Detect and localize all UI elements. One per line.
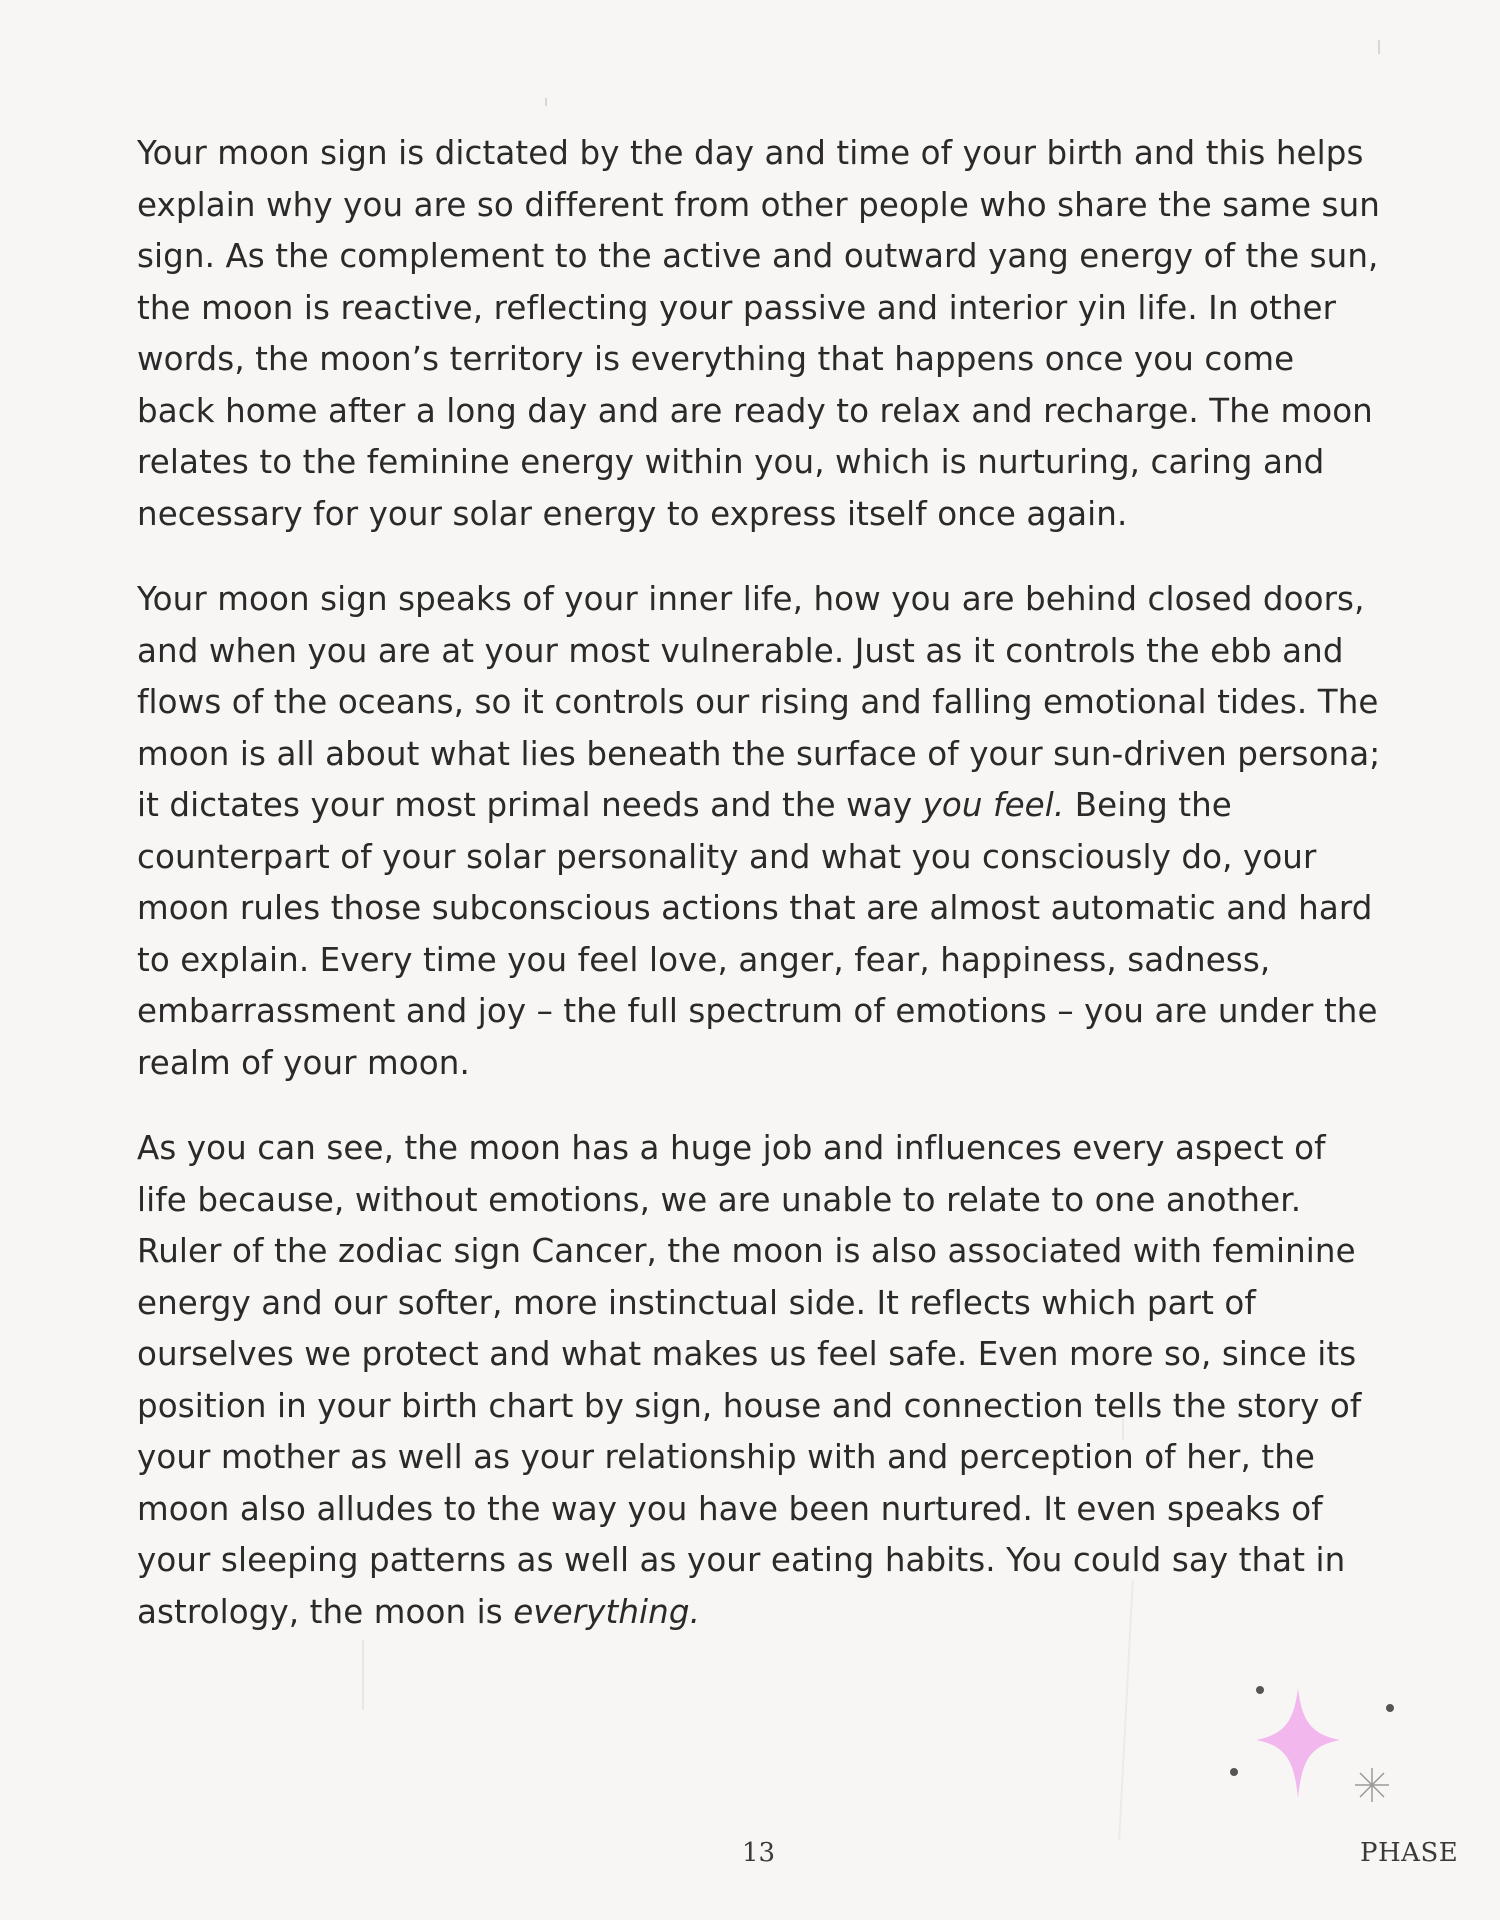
- page-number: 13: [742, 1838, 776, 1868]
- body-text: [137, 128, 1382, 1672]
- asterisk-icon: [1355, 1768, 1389, 1802]
- paragraph-3-emphasis: everything.: [513, 1592, 701, 1631]
- dot-icon: [1256, 1686, 1264, 1694]
- paragraph-2-text-a: Your moon sign speaks of your inner life, how you are behind closed doors, and when you are at your most vulnerable. Just as it controls the ebb and flows of the oceans, so it controls our rising and falling emotional tides. The moon is all about what lies beneath the surface of your sun-driven persona; it dictates your most primal needs and the way: [137, 580, 1381, 824]
- paragraph-2: [137, 574, 1382, 1089]
- paragraph-2-text-b: Being the counterpart of your solar personality and what you consciously do, your moon rules those subconscious actions that are almost automatic and hard to explain. Every time you feel love, anger, fear, happiness, sadness, embarrassment and joy – the full spectrum of emotions – you are under the realm of your moon.: [137, 786, 1378, 1082]
- paragraph-1: Your moon sign is dictated by the day and time of your birth and this helps explain why you are so different from other people who share the same sun sign. As the complement to the active and outward yang energy of the sun, the moon is reactive, reflecting your passive and interior yin life. In other words, the moon’s territory is everything that happens once you come back home after a long day and are ready to relax and recharge. The moon relates to the feminine energy within you, which is nurturing, caring and necessary for your solar energy to express itself once again.: [137, 134, 1380, 533]
- paper-speck: [545, 98, 547, 106]
- dot-icon: [1386, 1704, 1394, 1712]
- paragraph-3: [137, 1123, 1382, 1638]
- dot-icon: [1230, 1768, 1238, 1776]
- paragraph-3-text-a: As you can see, the moon has a huge job and influences every aspect of life because, without emotions, we are unable to relate to one another. Ruler of the zodiac sign Cancer, the moon is also associated with feminine energy and our softer, more instinctual side. It reflects which part of ourselves we protect and what makes us feel safe. Even more so, since its position in your birth chart by sign, house and connection tells the story of your mother as well as your relationship with and perception of her, the moon also alludes to the way you have been nurtured. It even speaks of your sleeping patterns as well as your eating habits. You could say that in astrology, the moon is: [137, 1129, 1362, 1631]
- paragraph-2-emphasis: you feel.: [922, 786, 1065, 824]
- four-point-star-icon: [1256, 1688, 1340, 1798]
- section-title: PHASE: [1360, 1838, 1459, 1868]
- paper-speck: [1378, 40, 1380, 54]
- sparkle-decoration: [1210, 1680, 1410, 1820]
